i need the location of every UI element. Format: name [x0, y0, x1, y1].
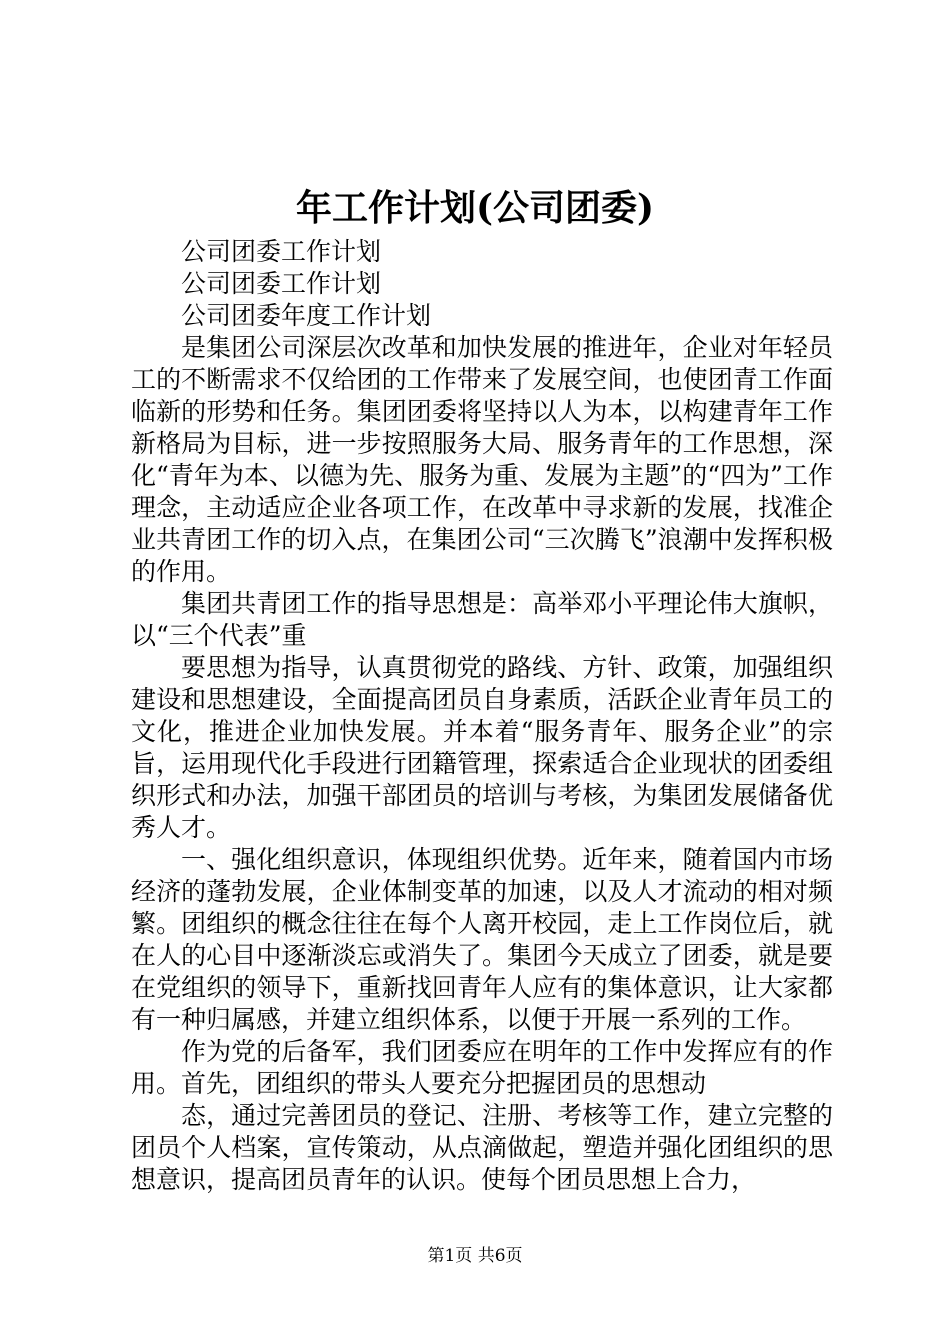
paragraph: 是集团公司深层次改革和加快发展的推进年，企业对年轻员工的不断需求不仅给团的工作带来了发展空间，也使团青工作面临新的形势和任务。集团团委将坚持以人为本，以构建青年工作新格局为目标，进一步按照服务大局、服务青年的工作思想，深化“青年为本、以德为先、服务为重、发展为主题”的“四为”工作理念，主动适应企业各项工作，在改革中寻求新的发展，找准企业共青团工作的切入点，在集团公司“三次腾飞”浪潮中发挥积极的作用。: [131, 333, 833, 586]
paragraph: 一、强化组织意识，体现组织优势。近年来，随着国内市场经济的蓬勃发展，企业体制变革的加速，以及人才流动的相对频繁。团组织的概念往往在每个人离开校园，走上工作岗位后，就在人的心目中逐渐淡忘或消失了。集团今天成立了团委，就是要在党组织的领导下，重新找回青年人应有的集体意识，让大家都有一种归属感，并建立组织体系，以便于开展一系列的工作。: [131, 845, 833, 1034]
paragraph: 公司团委工作计划: [181, 237, 382, 266]
paragraph: 公司团委工作计划: [181, 269, 382, 298]
paragraph: 态，通过完善团员的登记、注册、考核等工作，建立完整的团员个人档案，宣传策动，从点滴做起，塑造并强化团组织的思想意识，提高团员青年的认识。使每个团员思想上合力，: [131, 1101, 833, 1194]
page-number-footer: 第1页 共6页: [427, 1246, 523, 1266]
paragraph: 要思想为指导，认真贯彻党的路线、方针、政策，加强组织建设和思想建设，全面提高团员自身素质，活跃企业青年员工的文化，推进企业加快发展。并本着“服务青年、服务企业”的宗旨，运用现代化手段进行团籍管理，探索适合企业现状的团委组织形式和办法，加强干部团员的培训与考核，为集团发展储备优秀人才。: [131, 653, 833, 842]
paragraph: 集团共青团工作的指导思想是：高举邓小平理论伟大旗帜，以“三个代表”重: [131, 589, 833, 650]
document-title: 年工作计划(公司团委): [295, 187, 655, 229]
document-body: [131, 236, 833, 1196]
paragraph: 作为党的后备军，我们团委应在明年的工作中发挥应有的作用。首先，团组织的带头人要充分把握团员的思想动: [131, 1037, 833, 1098]
paragraph: 公司团委年度工作计划: [181, 301, 432, 330]
